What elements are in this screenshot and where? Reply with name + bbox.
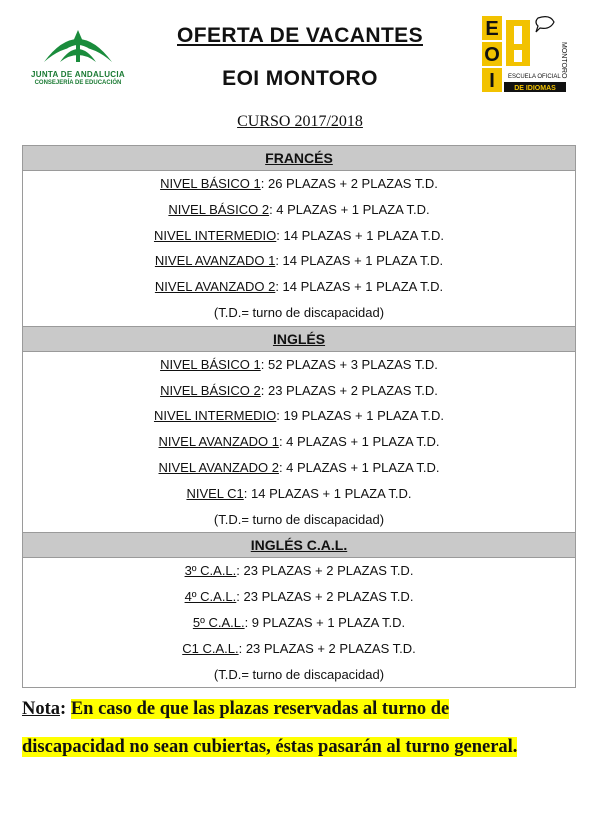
section-title: INGLÉS — [272, 330, 326, 347]
level-detail: : 23 PLAZAS + 2 PLAZAS T.D. — [260, 382, 438, 398]
level-detail: : 26 PLAZAS + 2 PLAZAS T.D. — [260, 176, 438, 191]
note-colon: : — [60, 699, 71, 719]
note-block — [22, 690, 582, 766]
level-name: NIVEL C1 — [186, 485, 244, 501]
section-header-frances — [23, 146, 575, 171]
eoi-letter-e: E — [485, 18, 499, 40]
note-line-1 — [22, 690, 582, 728]
table-row — [23, 636, 575, 662]
table-row — [23, 274, 575, 300]
table-row — [23, 352, 575, 378]
junta-subtitle: CONSEJERÍA DE EDUCACIÓN — [34, 80, 122, 86]
level-detail: : 23 PLAZAS + 2 PLAZAS T.D. — [238, 640, 416, 656]
course-label: CURSO 2017/2018 — [237, 113, 363, 130]
junta-name: JUNTA DE ANDALUCIA — [31, 70, 125, 79]
level-name: NIVEL AVANZADO 1 — [158, 434, 279, 450]
footnote: (T.D.= turno de discapacidad) — [213, 666, 385, 682]
level-detail: : 23 PLAZAS + 2 PLAZAS T.D. — [236, 563, 414, 579]
table-row — [23, 455, 575, 481]
level-detail: : 14 PLAZAS + 1 PLAZA T.D. — [243, 485, 412, 501]
level-name: NIVEL INTERMEDIO — [153, 227, 277, 243]
level-name: C1 C.A.L. — [182, 640, 239, 656]
section-title: INGLÉS C.A.L. — [250, 537, 348, 554]
table-row — [23, 223, 575, 249]
table-row — [23, 403, 575, 429]
level-detail: : 14 PLAZAS + 1 PLAZA T.D. — [275, 253, 444, 269]
level-name: NIVEL AVANZADO 2 — [158, 459, 279, 475]
table-row — [23, 429, 575, 455]
eoi-letter-o: O — [484, 44, 500, 66]
level-name: NIVEL AVANZADO 2 — [154, 279, 276, 295]
level-detail: : 14 PLAZAS + 1 PLAZA T.D. — [276, 227, 445, 243]
note-label: Nota — [22, 699, 61, 719]
vacancies-table — [22, 145, 576, 688]
eoi-text-school: ESCUELA OFICIAL — [508, 74, 561, 80]
note-text-2: discapacidad no sean cubiertas, éstas pasarán al turno general. — [22, 737, 518, 757]
level-detail: : 19 PLAZAS + 1 PLAZA T.D. — [276, 408, 445, 424]
level-name: NIVEL BÁSICO 2 — [168, 201, 270, 217]
table-row — [23, 171, 575, 197]
page-title: OFERTA DE VACANTES — [177, 24, 423, 47]
level-detail: : 14 PLAZAS + 1 PLAZA T.D. — [275, 279, 444, 295]
level-name: NIVEL BÁSICO 1 — [160, 356, 261, 372]
section-title: FRANCÉS — [265, 150, 333, 166]
note-line-2 — [22, 728, 582, 766]
table-row — [23, 248, 575, 274]
level-detail: : 52 PLAZAS + 3 PLAZAS T.D. — [260, 356, 438, 372]
page-subtitle: EOI MONTORO — [222, 67, 378, 90]
level-name: 3º C.A.L. — [184, 563, 237, 579]
table-row — [23, 197, 575, 223]
level-detail: : 9 PLAZAS + 1 PLAZA T.D. — [244, 614, 406, 630]
table-row — [23, 584, 575, 610]
table-row — [23, 610, 575, 636]
footnote: (T.D.= turno de discapacidad) — [213, 511, 385, 527]
footnote: (T.D.= turno de discapacidad) — [213, 304, 385, 320]
level-name: NIVEL BÁSICO 2 — [160, 382, 261, 398]
table-row — [23, 481, 575, 507]
level-name: 4º C.A.L. — [184, 589, 237, 605]
section-header-ingles — [23, 326, 575, 352]
level-name: NIVEL BÁSICO 1 — [160, 176, 261, 191]
level-name: NIVEL AVANZADO 1 — [154, 253, 276, 269]
level-detail: : 4 PLAZAS + 1 PLAZA T.D. — [278, 434, 440, 450]
eoi-letter-i: I — [489, 70, 495, 92]
level-detail: : 23 PLAZAS + 2 PLAZAS T.D. — [236, 589, 414, 605]
level-name: NIVEL INTERMEDIO — [153, 408, 277, 424]
eoi-text-idiomas: DE IDIOMAS — [514, 85, 556, 92]
level-detail: : 4 PLAZAS + 1 PLAZA T.D. — [278, 459, 440, 475]
section-header-ingles-cal — [23, 532, 575, 558]
table-row — [23, 558, 575, 584]
note-text-1: En caso de que las plazas reservadas al turno de — [70, 699, 450, 719]
level-detail: : 4 PLAZAS + 1 PLAZA T.D. — [269, 201, 430, 217]
eoi-text-montoro: MONTORO — [560, 42, 567, 79]
level-name: 5º C.A.L. — [192, 614, 245, 630]
table-row — [23, 378, 575, 404]
